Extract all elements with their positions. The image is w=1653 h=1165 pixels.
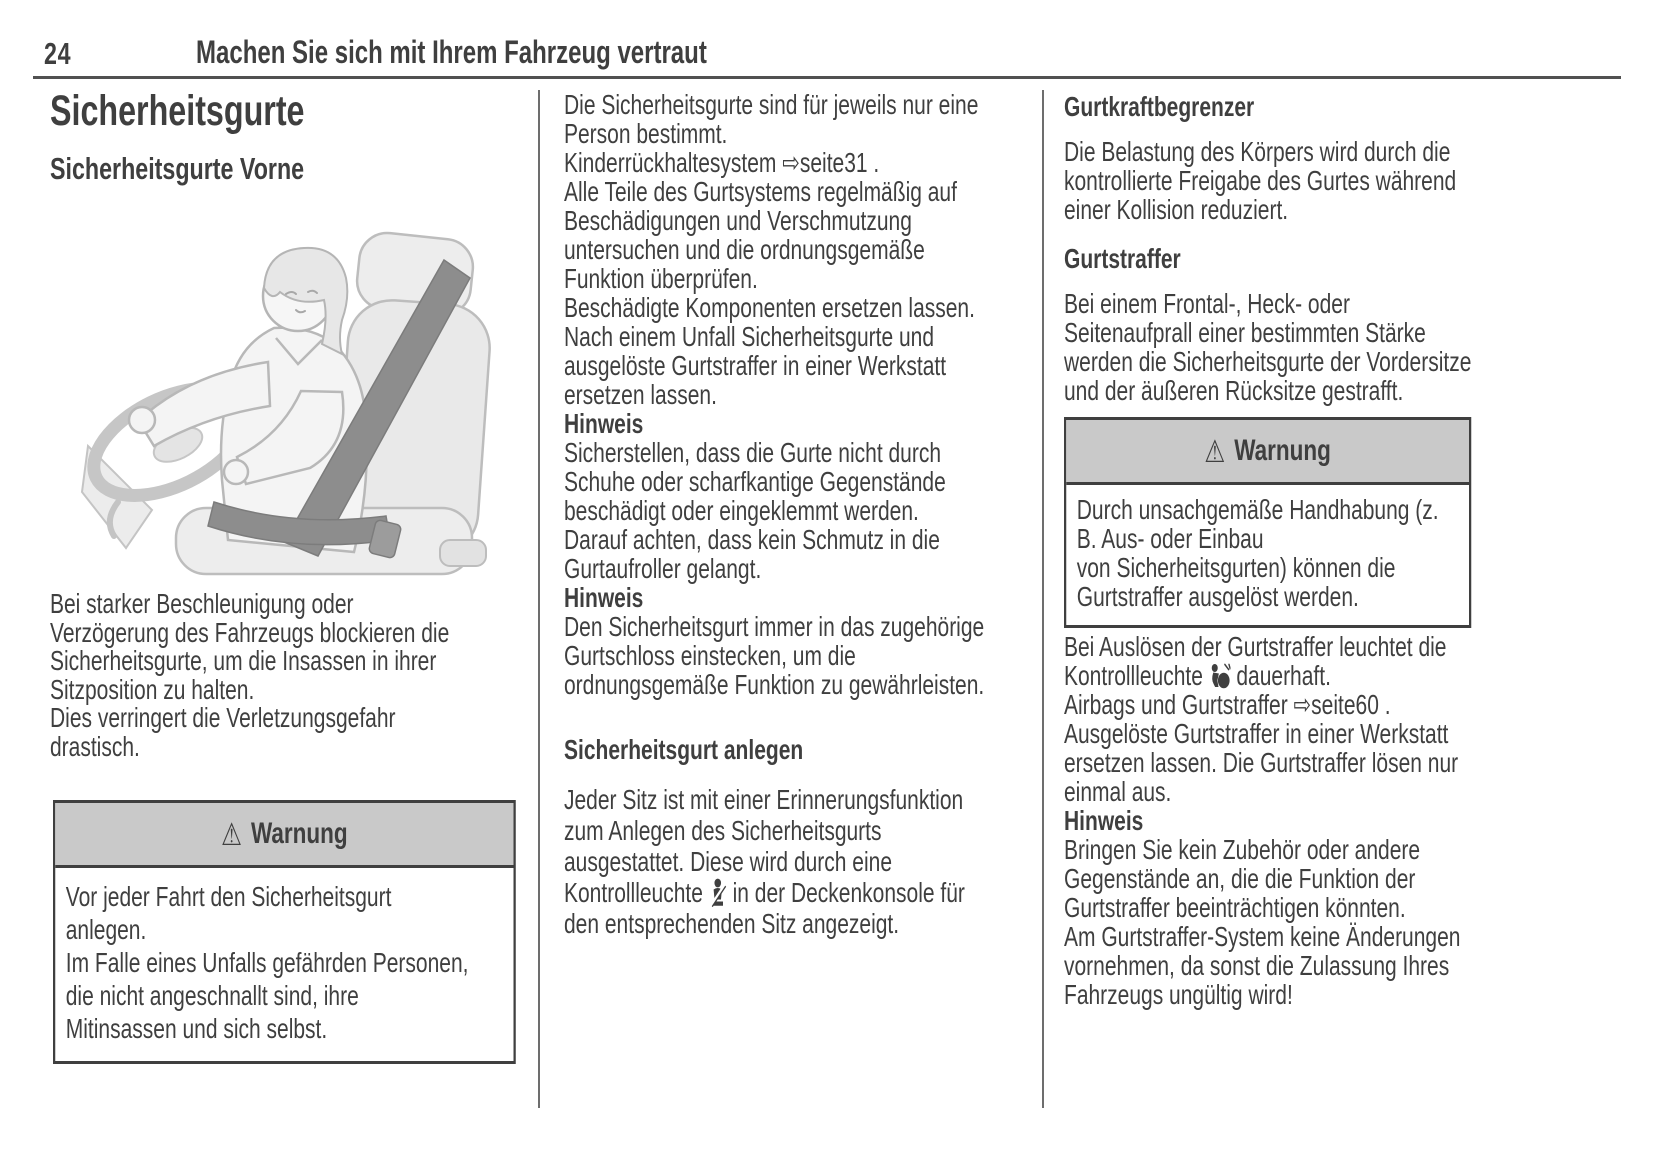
paragraph: Dies verringert die Verletzungsgefahr drastisch. bbox=[50, 702, 396, 762]
paragraph-text: in der Deckenkonsole für den entsprechenden Sitz angezeigt. bbox=[564, 877, 965, 939]
subsection-title: Gurtstraffer bbox=[1064, 243, 1181, 274]
paragraph: Kinderrückhaltesystem ⇨seite31 . bbox=[564, 147, 880, 178]
warning-box-body bbox=[1066, 485, 1469, 625]
paragraph-text: Jeder Sitz ist mit einer Erinnerungsfunktion zum Anlegen des Sicherheitsgurts ausgestattet. Diese wird durch eine Kontrollleuchte bbox=[564, 784, 964, 908]
paragraph: Darauf achten, dass kein Schmutz in die Gurtaufroller gelangt. bbox=[564, 524, 940, 584]
middle-column bbox=[564, 90, 1004, 939]
paragraph: Airbags und Gurtstraffer ⇨seite60 . bbox=[1064, 689, 1391, 720]
paragraph-with-indicator bbox=[564, 784, 1004, 939]
paragraph: Sicherstellen, dass die Gurte nicht durch Schuhe oder scharfkantige Gegenstände beschädigt oder eingeklemmt werden. bbox=[564, 437, 946, 526]
paragraph-text: dauerhaft. bbox=[1230, 660, 1331, 691]
paragraph: Die Belastung des Körpers wird durch die kontrollierte Freigabe des Gurtes während einer Kollision reduziert. bbox=[1064, 136, 1457, 225]
paragraph: Im Falle eines Unfalls gefährden Personen, die nicht angeschnallt sind, ihre Mitinsassen und sich selbst. bbox=[65, 947, 469, 1044]
paragraph: Bei einem Frontal-, Heck- oder Seitenaufprall einer bestimmten Stärke werden die Sicherheitsgurte der Vordersitze und der äußeren Rücksitze gestrafft. bbox=[1064, 288, 1472, 406]
subsection-title: Gurtkraftbegrenzer bbox=[1064, 91, 1255, 122]
note-label: Hinweis bbox=[564, 408, 644, 439]
paragraph: Bringen Sie kein Zubehör oder andere Gegenstände an, die die Funktion der Gurtstraffer beeinträchtigen könnten. bbox=[1064, 834, 1421, 923]
paragraph: Den Sicherheitsgurt immer in das zugehörige Gurtschloss einstecken, um die ordnungsgemäße Funktion zu gewährleisten. bbox=[564, 611, 985, 700]
note-label: Hinweis bbox=[1064, 805, 1144, 836]
subsection-title: Sicherheitsgurte Vorne bbox=[50, 151, 305, 186]
right-column bbox=[1064, 92, 1473, 1009]
paragraph-with-indicator bbox=[1064, 632, 1473, 690]
paragraph: Nach einem Unfall Sicherheitsgurte und ausgelöste Gurtstraffer in einer Werkstatt ersetzen lassen. bbox=[564, 321, 947, 410]
paragraph: Alle Teile des Gurtsystems regelmäßig auf Beschädigungen und Verschmutzung untersuchen und die ordnungsgemäße Funktion überprüfen. bbox=[564, 176, 957, 294]
seatbelt-reminder-icon bbox=[709, 878, 727, 907]
paragraph: Ausgelöste Gurtstraffer in einer Werkstatt ersetzen lassen. Die Gurtstraffer lösen nur einmal aus. bbox=[1064, 718, 1459, 807]
paragraph: von Sicherheitsgurten) können die Gurtstraffer ausgelöst werden. bbox=[1076, 552, 1396, 612]
paragraph: Beschädigte Komponenten ersetzen lassen. bbox=[564, 292, 975, 323]
seatbelt-illustration bbox=[60, 210, 515, 582]
column-divider-right bbox=[1042, 90, 1044, 1108]
note-label: Hinweis bbox=[564, 582, 644, 613]
paragraph: Vor jeder Fahrt den Sicherheitsgurt anlegen. bbox=[65, 881, 392, 945]
warning-triangle-icon: ⚠ bbox=[221, 816, 242, 852]
paragraph-text: Bei Auslösen der Gurtstraffer leuchtet die Kontrollleuchte bbox=[1064, 631, 1447, 691]
warning-triangle-icon: ⚠ bbox=[1204, 433, 1226, 469]
section-title: Sicherheitsgurte bbox=[50, 87, 305, 135]
warning-box bbox=[53, 800, 516, 1064]
warning-box-header bbox=[1066, 420, 1469, 485]
subsection-title: Sicherheitsgurt anlegen bbox=[564, 734, 804, 765]
warning-title: Warnung bbox=[250, 817, 348, 850]
page-number: 24 bbox=[44, 36, 72, 71]
paragraph: Die Sicherheitsgurte sind für jeweils nur eine Person bestimmt. bbox=[564, 89, 979, 149]
warning-box-header bbox=[55, 803, 513, 868]
paragraph: Am Gurtstraffer-System keine Änderungen vornehmen, da sonst die Zulassung Ihres Fahrzeugs ungültig wird! bbox=[1064, 921, 1461, 1010]
paragraph: Durch unsachgemäße Handhabung (z. B. Aus- oder Einbau bbox=[1076, 494, 1439, 554]
paragraph: Bei starker Beschleunigung oder Verzögerung des Fahrzeugs blockieren die Sicherheitsgurte, um die Insassen in ihrer Sitzposition zu halten. bbox=[50, 588, 450, 705]
warning-title: Warnung bbox=[1234, 434, 1331, 467]
header-rule bbox=[33, 76, 1621, 79]
page-title: Machen Sie sich mit Ihrem Fahrzeug vertraut bbox=[196, 34, 707, 70]
warning-box bbox=[1064, 417, 1471, 628]
warning-box-body bbox=[55, 868, 513, 1061]
airbag-indicator-icon bbox=[1209, 662, 1231, 690]
column-divider-left bbox=[538, 90, 540, 1108]
